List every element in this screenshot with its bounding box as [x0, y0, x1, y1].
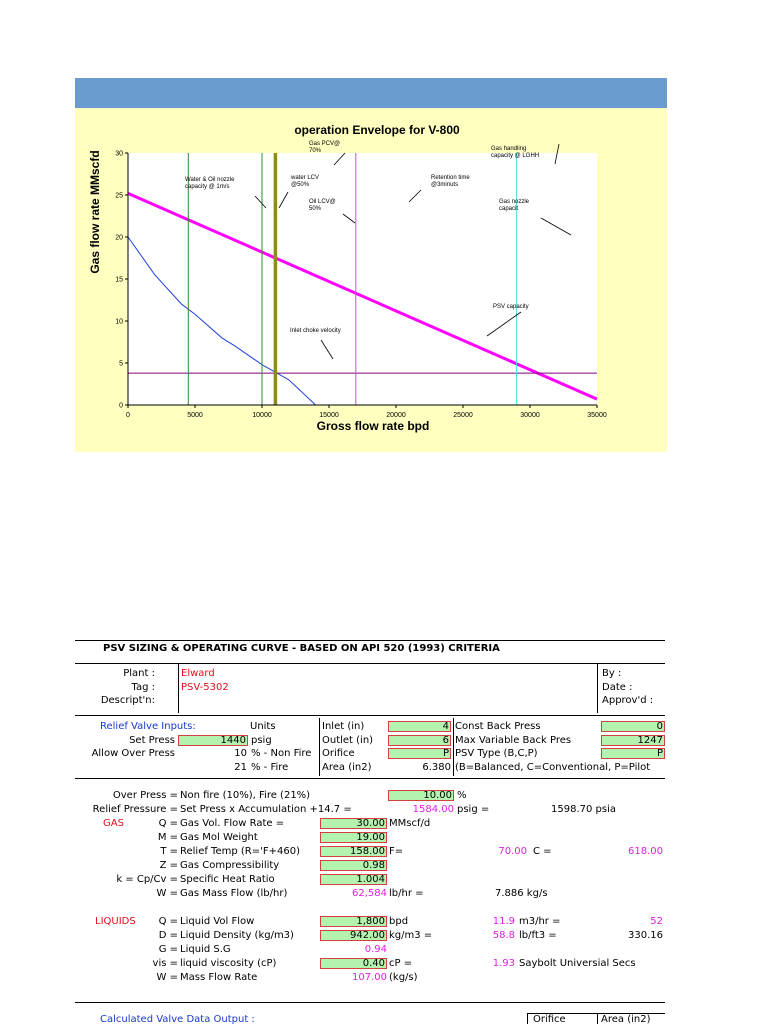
k-label: k = Cp/Cv =: [116, 874, 178, 885]
t-desc: Relief Temp (R='F+460): [180, 846, 300, 857]
vis-calc: 1.93: [492, 958, 515, 969]
tag-label: Tag :: [131, 682, 155, 693]
plant-value: Elward: [181, 668, 215, 679]
t-unit: F=: [389, 846, 404, 857]
ld-lb-value: 330.16: [628, 930, 663, 941]
set-press-cell[interactable]: 1440: [178, 735, 248, 746]
gas-label: GAS: [103, 818, 124, 829]
set-press-label: Set Press: [129, 735, 175, 746]
calc-output-label: Calculated Valve Data Output :: [100, 1014, 255, 1025]
lq-m3-value: 52: [650, 916, 663, 927]
annotation-gas-nozzle: Gas nozzle capacit: [499, 199, 530, 212]
x-axis-label: Gross flow rate bpd: [316, 419, 430, 433]
y-axis-label: Gas flow rate MMscfd: [88, 150, 102, 274]
rule-output-cols: [527, 1013, 665, 1014]
w-desc: Gas Mass Flow (lb/hr): [180, 888, 288, 899]
vis-cell[interactable]: 0.40: [320, 958, 387, 969]
x-tick-label: 10000: [252, 412, 272, 419]
x-tick-label: 35000: [587, 412, 607, 419]
c-value: 618.00: [628, 846, 663, 857]
relief-press-desc: Set Press x Accumulation +14.7 =: [180, 804, 352, 815]
t-cell[interactable]: 158.00: [320, 846, 387, 857]
z-label: Z =: [159, 860, 178, 871]
psv-sizing-sheet: [75, 640, 665, 1024]
divider-by: [597, 663, 598, 713]
y-tick-label: 10: [115, 318, 123, 326]
rule-output: [75, 1002, 665, 1003]
inlet-cell[interactable]: 4: [388, 721, 451, 732]
annotation-water-lcv: water LCV @50%: [291, 175, 320, 188]
sheet-title: PSV SIZING & OPERATING CURVE - BASED ON API 520 (1993) CRITERIA: [103, 643, 500, 654]
chart-panel: [75, 78, 667, 452]
y-tick-label: 20: [115, 234, 123, 242]
c-label: C =: [533, 846, 552, 857]
m-cell[interactable]: 19.00: [320, 832, 387, 843]
plant-label: Plant :: [123, 668, 155, 679]
allow-over-nonfire: 10: [234, 748, 247, 759]
w-unit: lb/hr =: [389, 888, 424, 899]
area-col-header: Area (in2): [601, 1014, 651, 1025]
date-label: Date :: [602, 682, 633, 693]
approved-label: Approv'd :: [602, 695, 654, 706]
lg-value: 0.94: [364, 944, 387, 955]
vis-desc: liquid viscosity (cP): [180, 958, 277, 969]
y-tick-label: 15: [115, 276, 123, 284]
allow-over-label: Allow Over Press: [91, 748, 175, 759]
relief-press-label: Relief Pressure =: [92, 804, 178, 815]
rule-inputs: [75, 778, 665, 779]
chart-title: operation Envelope for V-800: [294, 123, 460, 137]
area-label: Area (in2): [322, 762, 372, 773]
x-tick-label: 15000: [319, 412, 339, 419]
operation-envelope-chart: [75, 78, 667, 452]
descr-label: Descript'n:: [100, 695, 155, 706]
divider-plant: [178, 663, 179, 713]
over-press-desc: Non fire (10%), Fire (21%): [180, 790, 311, 801]
orifice-label: Orifice: [322, 748, 355, 759]
x-tick-label: 20000: [386, 412, 406, 419]
annotation-gas-pcv: Gas PCV@ 70%: [309, 141, 341, 154]
max-var-back-label: Max Variable Back Pres: [455, 735, 572, 746]
area-value: 6.380: [422, 762, 451, 773]
allow-over-nonfire-unit: % - Non Fire: [251, 748, 312, 759]
set-press-unit: psig: [251, 735, 272, 746]
allow-over-fire: 21: [234, 762, 247, 773]
q-unit: MMscf/d: [389, 818, 431, 829]
z-desc: Gas Compressibility: [180, 860, 280, 871]
outlet-cell[interactable]: 6: [388, 735, 451, 746]
t-calc: 70.00: [498, 846, 527, 857]
units-label: Units: [250, 721, 276, 732]
rule-plant: [75, 715, 665, 716]
lw-value: 107.00: [352, 972, 387, 983]
x-tick-label: 0: [126, 412, 130, 419]
const-back-cell[interactable]: 0: [601, 721, 665, 732]
psv-type-cell[interactable]: P: [601, 748, 665, 759]
max-var-back-cell[interactable]: 1247: [601, 735, 665, 746]
relief-psia: 1598.70 psia: [551, 804, 616, 815]
x-tick-label: 30000: [520, 412, 540, 419]
over-press-unit: %: [457, 790, 467, 801]
w-label: W =: [156, 888, 178, 899]
lq-unit: bpd: [389, 916, 409, 927]
psv-type-note: (B=Balanced, C=Conventional, P=Pilot: [455, 762, 651, 773]
ld-unit: kg/m3 =: [389, 930, 433, 941]
ld-cell[interactable]: 942.00: [320, 930, 387, 941]
w-value: 62,584: [352, 888, 387, 899]
lw-unit: (kg/s): [389, 972, 418, 983]
x-tick-label: 25000: [453, 412, 473, 419]
divider-orifice-col: [527, 1014, 528, 1024]
lg-desc: Liquid S.G: [180, 944, 231, 955]
by-label: By :: [602, 668, 622, 679]
outlet-label: Outlet (in): [322, 735, 374, 746]
lq-label: Q =: [158, 916, 178, 927]
vis-label: vis =: [152, 958, 178, 969]
y-tick-label: 0: [119, 402, 123, 410]
lg-label: G =: [158, 944, 178, 955]
orifice-cell[interactable]: P: [388, 748, 451, 759]
t-label: T =: [160, 846, 178, 857]
annotation-retention-time: Retention time @3minuts: [431, 175, 470, 188]
y-tick-label: 30: [115, 150, 123, 158]
vis-note: Saybolt Universial Secs: [519, 958, 636, 969]
divider-inlet: [319, 718, 320, 776]
vis-unit: cP =: [389, 958, 413, 969]
q-desc: Gas Vol. Flow Rate =: [180, 818, 285, 829]
ld-desc: Liquid Density (kg/m3): [180, 930, 294, 941]
lw-desc: Mass Flow Rate: [180, 972, 258, 983]
relief-press-value: 1584.00: [412, 804, 454, 815]
y-tick-label: 25: [115, 192, 123, 200]
relief-press-unit: psig =: [457, 804, 490, 815]
divider-area-col: [597, 1014, 598, 1024]
relief-inputs-label: Relief Valve Inputs:: [100, 721, 196, 732]
k-cell[interactable]: 1.004: [320, 874, 387, 885]
over-press-cell[interactable]: 10.00: [388, 790, 454, 801]
w-kgs: 7.886 kg/s: [495, 888, 548, 899]
liquids-label: LIQUIDS: [95, 916, 136, 927]
lq-m3: 11.9: [492, 916, 515, 927]
annotation-water-oil-nozzle: Water & Oil nozzle capacity @ 1m/s: [185, 177, 235, 190]
m-desc: Gas Mol Weight: [180, 832, 258, 843]
divider-back: [453, 718, 454, 776]
rule-top: [75, 640, 665, 641]
tag-value: PSV-5302: [181, 682, 229, 693]
over-press-label: Over Press =: [112, 790, 178, 801]
annotation-psv-capacity: PSV capacity: [493, 304, 529, 310]
q-cell[interactable]: 30.00: [320, 818, 387, 829]
k-desc: Specific Heat Ratio: [180, 874, 275, 885]
lw-label: W =: [156, 972, 178, 983]
q-label: Q =: [158, 818, 178, 829]
ld-lb-unit: lb/ft3 =: [519, 930, 557, 941]
m-label: M =: [157, 832, 178, 843]
annotation-inlet-choke: Inlet choke velocity: [290, 328, 341, 334]
allow-over-fire-unit: % - Fire: [251, 762, 289, 773]
lq-cell[interactable]: 1,800: [320, 916, 387, 927]
annotation-oil-lcv: Oil LCV@ 50%: [309, 199, 336, 212]
annotation-gas-handling: Gas handling capacity @ LGHH: [491, 146, 540, 159]
lq-m3-unit: m3/hr =: [519, 916, 561, 927]
orifice-col-header: Orifice: [533, 1014, 566, 1025]
x-tick-label: 5000: [187, 412, 203, 419]
ld-lb: 58.8: [492, 930, 515, 941]
lq-desc: Liquid Vol Flow: [180, 916, 255, 927]
inlet-label: Inlet (in): [322, 721, 365, 732]
z-cell[interactable]: 0.98: [320, 860, 387, 871]
psv-type-label: PSV Type (B,C,P): [455, 748, 538, 759]
ld-label: D =: [158, 930, 178, 941]
const-back-label: Const Back Press: [455, 721, 541, 732]
rule-title: [75, 663, 665, 664]
y-tick-label: 5: [119, 360, 123, 368]
